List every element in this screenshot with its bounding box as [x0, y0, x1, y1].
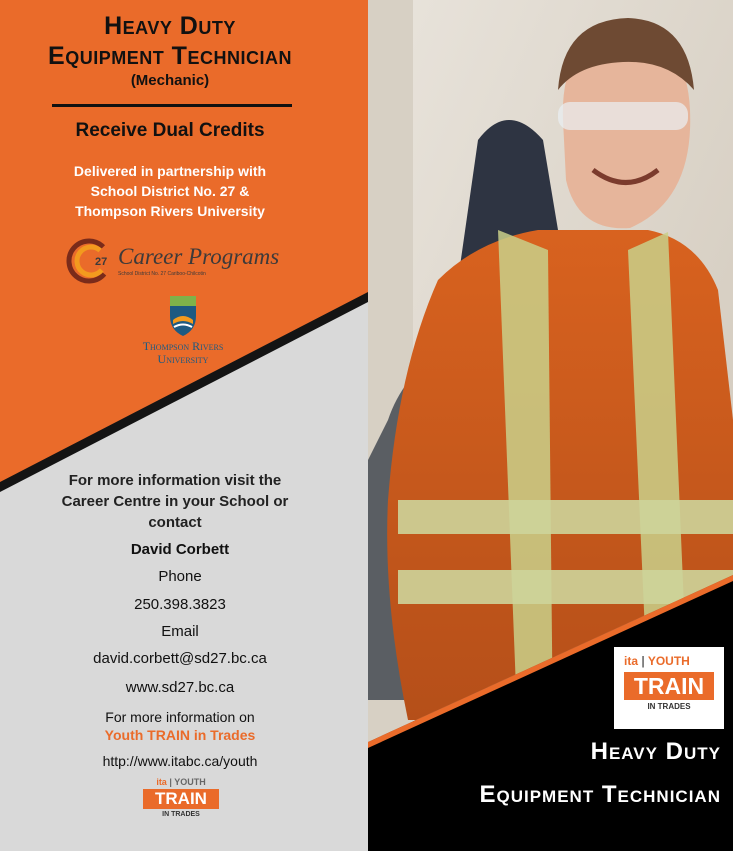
career-programs-logo: [66, 238, 302, 284]
phone-number: 250.398.3823: [134, 596, 226, 613]
tru-shield-icon: [118, 294, 248, 338]
career-programs-number: 27: [95, 256, 108, 268]
footer-title-line2: Equipment Technician: [479, 781, 721, 808]
poster-title-line1: Heavy Duty: [104, 12, 236, 40]
info-heading-line: contact: [148, 514, 202, 531]
tru-logo: [118, 294, 248, 368]
info-heading-line: For more information visit the: [68, 472, 282, 489]
career-programs-wordmark: Career Programs: [118, 244, 280, 269]
ita-mark: ita: [156, 777, 167, 787]
phone-label: Phone: [158, 568, 202, 585]
dual-credits-heading: Receive Dual Credits: [75, 120, 265, 141]
right-panel: [368, 0, 733, 851]
poster-subtitle: (Mechanic): [130, 72, 210, 89]
ita-url-link[interactable]: http://www.itabc.ca/youth: [102, 753, 258, 769]
website-link[interactable]: www.sd27.bc.ca: [125, 679, 235, 696]
youth-label: YOUTH: [647, 654, 690, 668]
more-info-text: For more information on: [105, 709, 255, 725]
partnership-line: Delivered in partnership with: [73, 163, 267, 179]
footer-title-line1: Heavy Duty: [590, 738, 721, 765]
youth-label: YOUTH: [174, 777, 206, 787]
email-address[interactable]: david.corbett@sd27.bc.ca: [93, 650, 267, 667]
info-heading-line: Career Centre in your School or: [61, 493, 289, 510]
career-programs-subtext: School District No. 27 Cariboo-Chilcotin: [118, 271, 206, 277]
in-trades-label: IN TRADES: [162, 811, 200, 818]
tru-line2: University: [157, 352, 209, 366]
more-info: [0, 708, 360, 744]
title-divider: [52, 104, 292, 107]
train-label: TRAIN: [143, 789, 219, 809]
in-trades-label: IN TRADES: [647, 702, 691, 711]
program-name: Youth TRAIN in Trades: [104, 727, 256, 743]
partnership-line: School District No. 27 &: [90, 183, 250, 199]
info-heading: [10, 470, 340, 533]
tru-wordmark: [118, 340, 248, 366]
poster-title-line2: Equipment Technician: [48, 42, 292, 70]
contact-name: David Corbett: [130, 541, 230, 558]
partnership-line: Thompson Rivers University: [75, 203, 265, 219]
train-label: TRAIN: [624, 672, 714, 700]
career-programs-emblem-icon: [66, 238, 118, 284]
email-label: Email: [161, 623, 199, 640]
tru-line1: Thompson Rivers: [142, 339, 224, 353]
youth-train-badge-small: ita | YOUTH TRAIN IN TRADES: [143, 777, 219, 818]
partnership-text: [0, 161, 340, 221]
youth-train-badge: ita | YOUTH TRAIN IN TRADES: [614, 647, 724, 729]
ita-mark: ita: [624, 654, 639, 668]
